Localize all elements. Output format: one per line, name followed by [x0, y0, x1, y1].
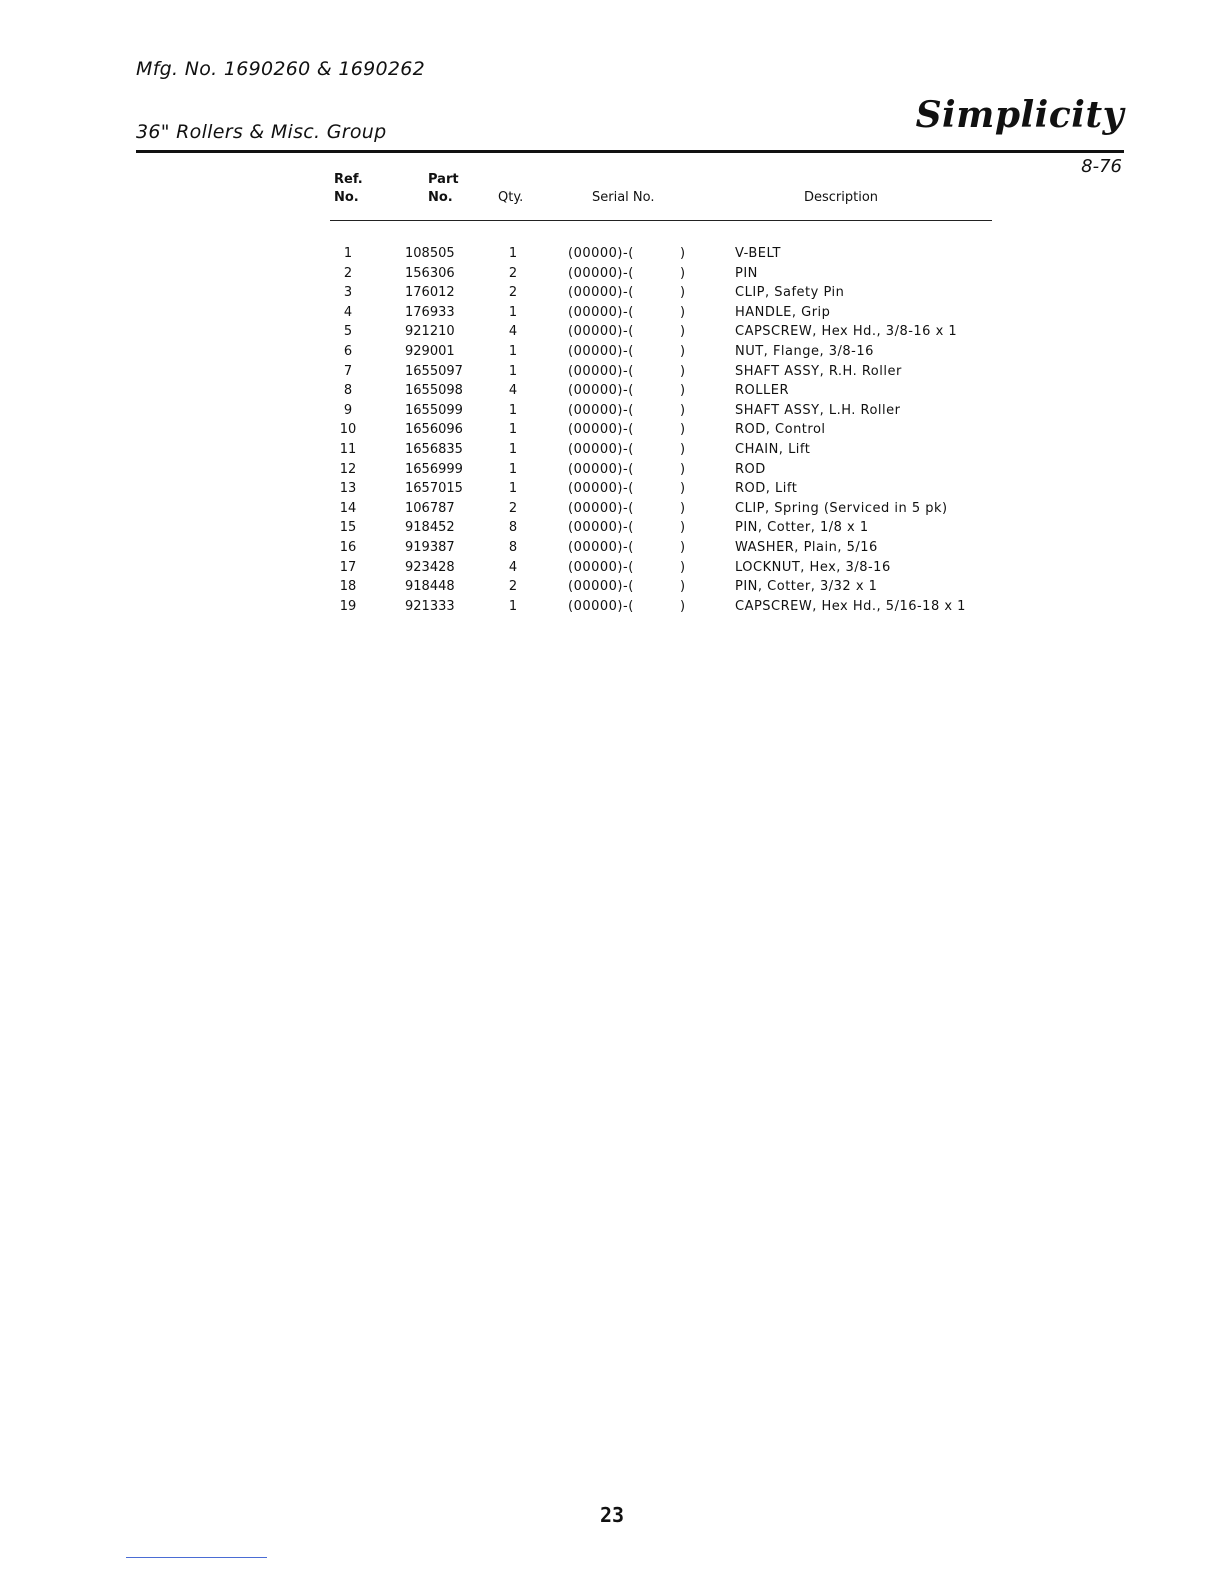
serial-number-cell: (00000)-(	[568, 266, 634, 281]
serial-close-paren: )	[680, 285, 686, 300]
quantity-cell: 1	[508, 344, 518, 359]
part-number-cell: 921333	[405, 599, 455, 614]
description-cell: NUT, Flange, 3/8-16	[735, 344, 874, 359]
column-header-rule	[330, 220, 992, 221]
serial-close-paren: )	[680, 305, 686, 320]
serial-close-paren: )	[680, 422, 686, 437]
revision-date: 8-76	[1081, 156, 1122, 177]
quantity-cell: 8	[508, 540, 518, 555]
quantity-cell: 1	[508, 364, 518, 379]
serial-close-paren: )	[680, 344, 686, 359]
col-header-part	[428, 171, 459, 207]
serial-close-paren: )	[680, 599, 686, 614]
col-header-description: Description	[804, 190, 879, 205]
quantity-cell: 8	[508, 520, 518, 535]
table-row	[0, 244, 1224, 263]
serial-number-cell: (00000)-(	[568, 560, 634, 575]
quantity-cell: 2	[508, 501, 518, 516]
serial-close-paren: )	[680, 540, 686, 555]
ref-cell: 11	[339, 442, 357, 457]
serial-close-paren: )	[680, 266, 686, 281]
ref-cell: 1	[343, 246, 353, 261]
serial-close-paren: )	[680, 324, 686, 339]
table-row	[0, 479, 1224, 498]
table-row	[0, 460, 1224, 479]
quantity-cell: 4	[508, 560, 518, 575]
table-row	[0, 401, 1224, 420]
quantity-cell: 1	[508, 481, 518, 496]
ref-cell: 16	[339, 540, 357, 555]
serial-number-cell: (00000)-(	[568, 540, 634, 555]
part-number-cell: 176012	[405, 285, 455, 300]
table-row	[0, 342, 1224, 361]
part-number-cell: 923428	[405, 560, 455, 575]
description-cell: PIN, Cotter, 3/32 x 1	[735, 579, 878, 594]
col-header-ref-line1: Ref.	[334, 172, 363, 187]
ref-cell: 2	[343, 266, 353, 281]
description-cell: CAPSCREW, Hex Hd., 3/8-16 x 1	[735, 324, 958, 339]
table-row	[0, 322, 1224, 341]
ref-cell: 5	[343, 324, 353, 339]
ref-cell: 4	[343, 305, 353, 320]
serial-number-cell: (00000)-(	[568, 520, 634, 535]
table-row	[0, 518, 1224, 537]
ref-cell: 17	[339, 560, 357, 575]
serial-close-paren: )	[680, 403, 686, 418]
ref-cell: 14	[339, 501, 357, 516]
header-rule	[136, 150, 1124, 153]
part-number-cell: 1655098	[405, 383, 463, 398]
table-row	[0, 303, 1224, 322]
part-number-cell: 1657015	[405, 481, 463, 496]
quantity-cell: 1	[508, 462, 518, 477]
serial-number-cell: (00000)-(	[568, 422, 634, 437]
part-number-cell: 918452	[405, 520, 455, 535]
quantity-cell: 1	[508, 599, 518, 614]
table-row	[0, 381, 1224, 400]
part-number-cell: 1656999	[405, 462, 463, 477]
table-row	[0, 499, 1224, 518]
serial-number-cell: (00000)-(	[568, 246, 634, 261]
col-header-part-line1: Part	[428, 172, 459, 187]
part-number-cell: 929001	[405, 344, 455, 359]
ref-cell: 8	[343, 383, 353, 398]
ref-cell: 19	[339, 599, 357, 614]
description-cell: HANDLE, Grip	[735, 305, 831, 320]
quantity-cell: 2	[508, 266, 518, 281]
serial-number-cell: (00000)-(	[568, 305, 634, 320]
col-header-serial: Serial No.	[592, 190, 655, 205]
part-number-cell: 156306	[405, 266, 455, 281]
mfg-number: Mfg. No. 1690260 & 1690262	[136, 58, 426, 80]
ref-cell: 15	[339, 520, 357, 535]
table-row	[0, 283, 1224, 302]
serial-number-cell: (00000)-(	[568, 501, 634, 516]
part-number-cell: 1656835	[405, 442, 463, 457]
quantity-cell: 1	[508, 442, 518, 457]
col-header-ref	[334, 171, 363, 207]
serial-number-cell: (00000)-(	[568, 403, 634, 418]
table-row	[0, 558, 1224, 577]
table-row	[0, 577, 1224, 596]
table-row	[0, 264, 1224, 283]
quantity-cell: 1	[508, 422, 518, 437]
col-header-qty: Qty.	[498, 190, 524, 205]
quantity-cell: 1	[508, 246, 518, 261]
table-row	[0, 420, 1224, 439]
serial-close-paren: )	[680, 246, 686, 261]
description-cell: CAPSCREW, Hex Hd., 5/16-18 x 1	[735, 599, 966, 614]
description-cell: CLIP, Safety Pin	[735, 285, 845, 300]
description-cell: WASHER, Plain, 5/16	[735, 540, 878, 555]
description-cell: SHAFT ASSY, R.H. Roller	[735, 364, 902, 379]
footer-link-line	[126, 1557, 267, 1558]
description-cell: ROD	[735, 462, 766, 477]
description-cell: LOCKNUT, Hex, 3/8-16	[735, 560, 891, 575]
part-number-cell: 1655097	[405, 364, 463, 379]
serial-number-cell: (00000)-(	[568, 579, 634, 594]
serial-close-paren: )	[680, 501, 686, 516]
serial-close-paren: )	[680, 520, 686, 535]
quantity-cell: 1	[508, 403, 518, 418]
ref-cell: 6	[343, 344, 353, 359]
serial-number-cell: (00000)-(	[568, 599, 634, 614]
serial-number-cell: (00000)-(	[568, 462, 634, 477]
part-number-cell: 176933	[405, 305, 455, 320]
ref-cell: 9	[343, 403, 353, 418]
table-row	[0, 362, 1224, 381]
ref-cell: 12	[339, 462, 357, 477]
quantity-cell: 1	[508, 305, 518, 320]
part-number-cell: 106787	[405, 501, 455, 516]
ref-cell: 10	[339, 422, 357, 437]
brand-logo: Simplicity	[915, 94, 1124, 136]
table-row	[0, 440, 1224, 459]
description-cell: ROD, Control	[735, 422, 826, 437]
serial-close-paren: )	[680, 364, 686, 379]
quantity-cell: 2	[508, 285, 518, 300]
ref-cell: 3	[343, 285, 353, 300]
serial-close-paren: )	[680, 462, 686, 477]
quantity-cell: 4	[508, 383, 518, 398]
description-cell: ROLLER	[735, 383, 789, 398]
part-number-cell: 108505	[405, 246, 455, 261]
description-cell: CLIP, Spring (Serviced in 5 pk)	[735, 501, 948, 516]
quantity-cell: 2	[508, 579, 518, 594]
page-number: 23	[599, 1503, 625, 1527]
serial-close-paren: )	[680, 481, 686, 496]
table-row	[0, 597, 1224, 616]
part-number-cell: 919387	[405, 540, 455, 555]
serial-number-cell: (00000)-(	[568, 481, 634, 496]
ref-cell: 13	[339, 481, 357, 496]
description-cell: V-BELT	[735, 246, 781, 261]
serial-number-cell: (00000)-(	[568, 344, 634, 359]
col-header-ref-line2: No.	[334, 190, 359, 205]
description-cell: PIN, Cotter, 1/8 x 1	[735, 520, 869, 535]
group-title: 36" Rollers & Misc. Group	[136, 121, 387, 143]
description-cell: PIN	[735, 266, 758, 281]
part-number-cell: 921210	[405, 324, 455, 339]
col-header-part-line2: No.	[428, 190, 453, 205]
serial-number-cell: (00000)-(	[568, 383, 634, 398]
part-number-cell: 1655099	[405, 403, 463, 418]
ref-cell: 7	[343, 364, 353, 379]
description-cell: ROD, Lift	[735, 481, 798, 496]
part-number-cell: 918448	[405, 579, 455, 594]
serial-number-cell: (00000)-(	[568, 442, 634, 457]
ref-cell: 18	[339, 579, 357, 594]
part-number-cell: 1656096	[405, 422, 463, 437]
serial-number-cell: (00000)-(	[568, 364, 634, 379]
serial-number-cell: (00000)-(	[568, 324, 634, 339]
serial-close-paren: )	[680, 579, 686, 594]
table-row	[0, 538, 1224, 557]
description-cell: CHAIN, Lift	[735, 442, 811, 457]
quantity-cell: 4	[508, 324, 518, 339]
serial-close-paren: )	[680, 383, 686, 398]
serial-close-paren: )	[680, 560, 686, 575]
serial-number-cell: (00000)-(	[568, 285, 634, 300]
serial-close-paren: )	[680, 442, 686, 457]
description-cell: SHAFT ASSY, L.H. Roller	[735, 403, 901, 418]
